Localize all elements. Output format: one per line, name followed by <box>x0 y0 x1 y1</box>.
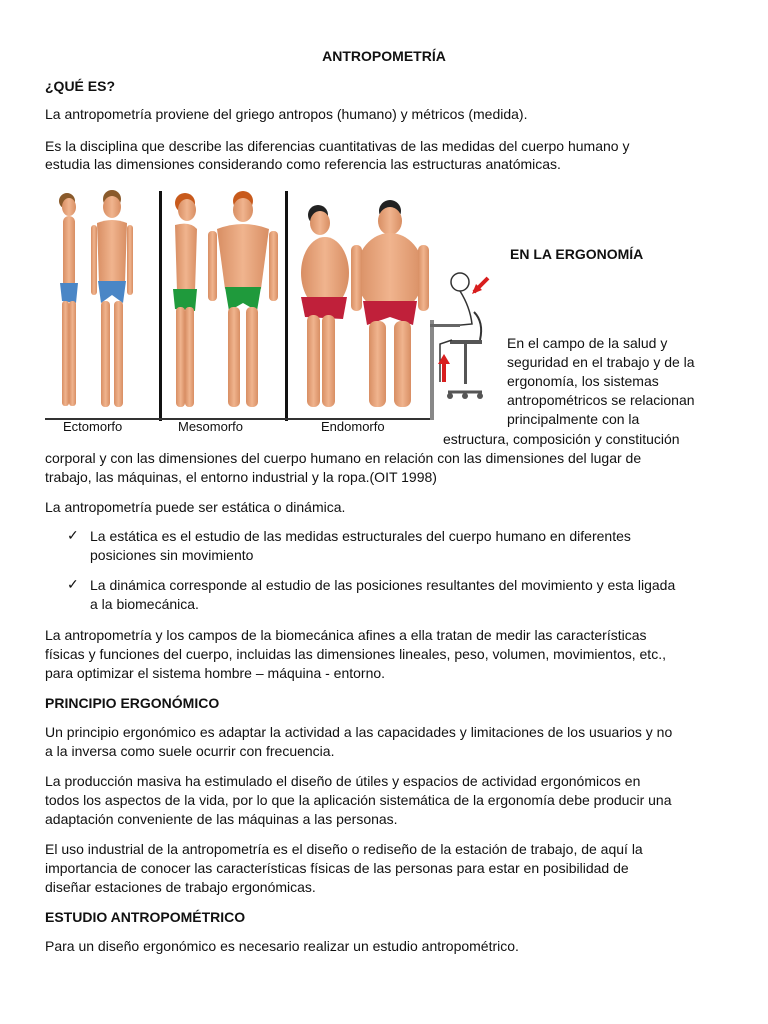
section-heading-estudio: ESTUDIO ANTROPOMÉTRICO <box>45 909 246 925</box>
paragraph-bio-line1: La antropometría y los campos de la biomecánica afines a ella tratan de medir las características <box>45 627 647 643</box>
paragraph-industrial-line1: El uso industrial de la antropometría es el diseño o rediseño de la estación de trabajo, de aquí la <box>45 841 643 857</box>
check-static-line1: La estática es el estudio de las medidas estructurales del cuerpo humano en diferentes <box>90 528 631 544</box>
body-types-figure <box>45 183 430 435</box>
paragraph-production-line2: todos los aspectos de la vida, por lo que la aplicación sistemática de la ergonomía debe producir una <box>45 792 672 808</box>
checkmark-icon: ✓ <box>67 576 79 592</box>
paragraph-production-line3: adaptación conveniente de las máquinas a las personas. <box>45 811 398 827</box>
paragraph-discipline-line2: estudia las dimensiones considerando como referencia las estructuras anatómicas. <box>45 156 561 172</box>
ergo-cont-line-2: trabajo, las máquinas, el entorno industrial y la ropa.(OIT 1998) <box>45 469 437 485</box>
ergo-line-6: estructura, composición y constitución <box>443 431 680 447</box>
check-item-dynamic <box>67 576 750 614</box>
label-ectomorfo: Ectomorfo <box>63 419 123 434</box>
checkmark-icon: ✓ <box>67 527 79 543</box>
paragraph-discipline-line1: Es la disciplina que describe las diferencias cuantitativas de las medidas del cuerpo humano y <box>45 138 630 154</box>
paragraph-bio-line2: físicas y funciones del cuerpo, incluidas las dimensiones lineales, peso, volumen, movimientos, etc., <box>45 646 666 662</box>
paragraph-bio-line3: para optimizar el sistema hombre – máquina - entorno. <box>45 665 386 681</box>
check-static-line2: posiciones sin movimiento <box>90 547 254 563</box>
paragraph-industrial-line3: diseñar estaciones de trabajo ergonómicas. <box>45 879 316 895</box>
ergo-line-1: En el campo de la salud y <box>507 335 668 351</box>
paragraph-production-line1: La producción masiva ha estimulado el diseño de útiles y espacios de actividad ergonómicos en <box>45 773 641 789</box>
ergo-cont-line-1: corporal y con las dimensiones del cuerpo humano en relación con las dimensiones del lugar de <box>45 450 642 466</box>
section-heading-principio: PRINCIPIO ERGONÓMICO <box>45 695 220 711</box>
paragraph-static-dynamic: La antropometría puede ser estática o dinámica. <box>45 499 346 515</box>
ergo-line-4: antropométricos se relacionan <box>507 392 695 408</box>
body-types-illustration <box>45 183 430 435</box>
page-title: ANTROPOMETRÍA <box>322 48 446 64</box>
label-endomorfo: Endomorfo <box>321 419 385 434</box>
check-dynamic-line1: La dinámica corresponde al estudio de las posiciones resultantes del movimiento y esta ligada <box>90 577 676 593</box>
paragraph-industrial-line2: importancia de conocer las características físicas de las personas para estar en posibilidad de <box>45 860 629 876</box>
ergo-line-5: principalmente con la <box>507 411 640 427</box>
paragraph-principle-line2: a la inversa como suele ocurrir con frecuencia. <box>45 743 335 759</box>
ergo-line-2: seguridad en el trabajo y de la <box>507 354 695 370</box>
section-heading-ergonomia: EN LA ERGONOMÍA <box>510 246 644 262</box>
paragraph-definition: La antropometría proviene del griego antropos (humano) y métricos (medida). <box>45 106 528 122</box>
label-mesomorfo: Mesomorfo <box>178 419 244 434</box>
ergonomic-seated-figure <box>430 262 496 420</box>
check-dynamic-line2: a la biomecánica. <box>90 596 199 612</box>
paragraph-principle-line1: Un principio ergonómico es adaptar la actividad a las capacidades y limitaciones de los usuarios y no <box>45 724 673 740</box>
section-heading-que-es: ¿QUÉ ES? <box>45 78 116 94</box>
seated-worker-illustration <box>430 262 496 420</box>
ergo-line-3: ergonomía, los sistemas <box>507 373 659 389</box>
check-item-static <box>67 527 750 565</box>
paragraph-final: Para un diseño ergonómico es necesario realizar un estudio antropométrico. <box>45 938 519 954</box>
